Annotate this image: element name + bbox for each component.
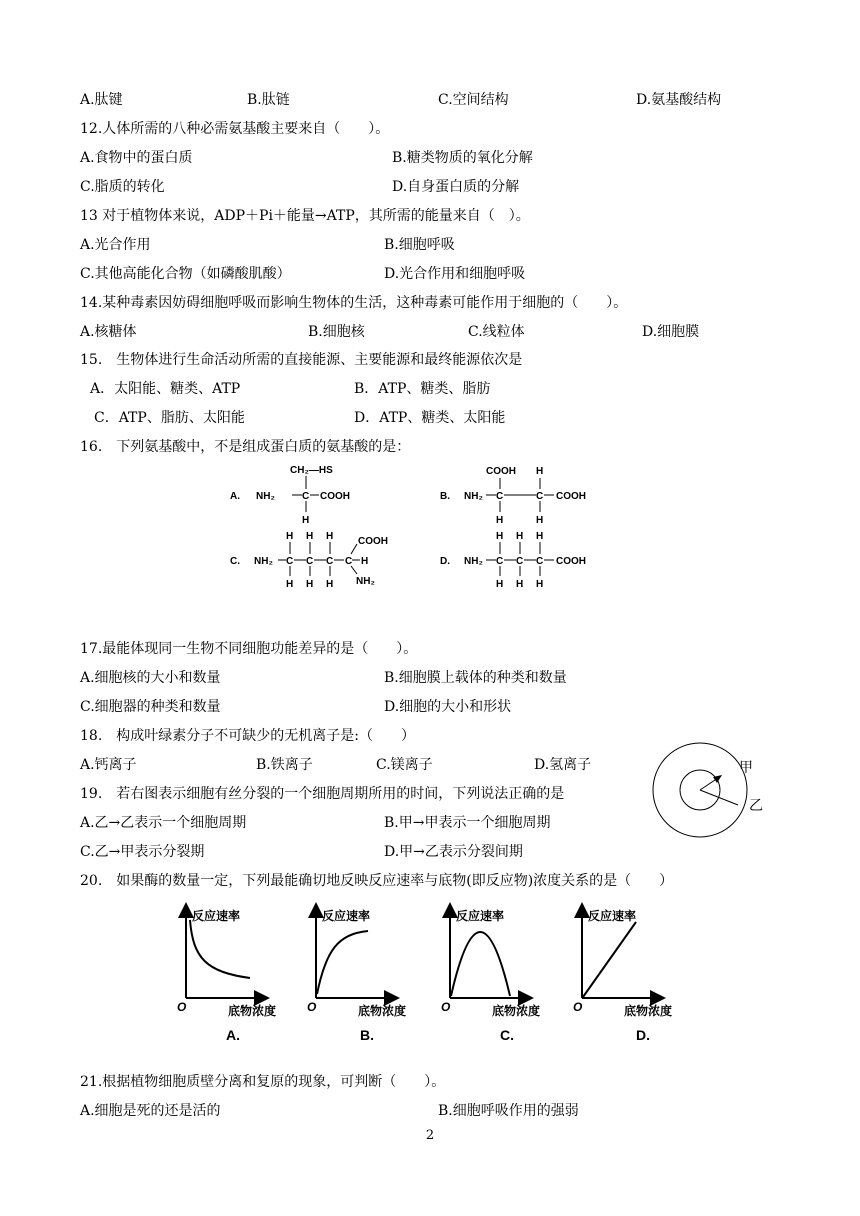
q11-option-c: C.空间结构 [438, 92, 509, 108]
graph-d-xlabel: 底物浓度 [624, 1004, 673, 1018]
q14-stem: 14.某种毒素因妨碍细胞呼吸而影响生物体的生活，这种毒素可能作用于细胞的（ ）。 [80, 295, 628, 311]
q16-d-c3: C [536, 556, 544, 567]
graph-b-label: B. [360, 1027, 374, 1043]
q18-stem: 18. 构成叶绿素分子不可缺少的无机离子是:（ ） [80, 728, 415, 744]
q16-d-h1: H [496, 531, 504, 542]
graph-d-label: D. [636, 1027, 650, 1043]
graph-a-label: A. [226, 1027, 240, 1043]
graph-a-ylabel: 反应速率 [192, 909, 241, 923]
q21-stem: 21.根据植物细胞质壁分离和复原的现象，可判断（ ）。 [80, 1074, 446, 1090]
q16-b-cooh: COOH [556, 491, 586, 502]
q17-stem: 17.最能体现同一生物不同细胞功能差异的是（ ）。 [80, 641, 418, 657]
q21-option-a: A.细胞是死的还是活的 [80, 1103, 221, 1119]
graph-d-ylabel: 反应速率 [588, 909, 637, 923]
q17-option-c: C.细胞器的种类和数量 [80, 699, 221, 715]
q16-b-h1: H [496, 515, 504, 526]
q16-b-c2: C [536, 491, 544, 502]
q12-stem: 12.人体所需的八种必需氨基酸主要来自（ ）。 [80, 121, 390, 137]
q13-stem: 13 对于植物体来说，ADP＋Pi＋能量→ATP，其所需的能量来自（ ）。 [80, 208, 530, 224]
q16-b-nh2: NH₂ [464, 491, 483, 502]
q16-d-c1: C [496, 556, 504, 567]
label-yi: 乙 [749, 797, 763, 813]
q11-option-a: A.肽键 [80, 92, 123, 108]
q16-b-h-top: H [536, 466, 544, 477]
q16-c-c1: C [286, 556, 294, 567]
q20-stem: 20. 如果酶的数量一定，下列最能确切地反映反应速率与底物(即反应物)浓度关系的是（ ） [80, 873, 674, 889]
q16-a-ch2hs: CH₂—HS [290, 465, 333, 476]
q16-c-nh2-right: NH₂ [356, 576, 375, 587]
q15-option-a: A．太阳能、糖类、ATP [90, 381, 241, 397]
q13-option-d: D.光合作用和细胞呼吸 [384, 266, 526, 282]
q16-c-h4: H [286, 579, 294, 590]
q16-c-nh2: NH₂ [254, 556, 273, 567]
q21-option-b: B.细胞呼吸作用的强弱 [438, 1103, 579, 1119]
q19-option-b: B.甲→甲表示一个细胞周期 [384, 815, 551, 831]
q16-c-c4: C [345, 556, 353, 567]
q11-option-d: D.氨基酸结构 [636, 92, 722, 108]
q17-option-d: D.细胞的大小和形状 [384, 699, 512, 715]
q15-option-c: C．ATP、脂肪、太阳能 [94, 410, 245, 426]
page-number: 2 [425, 1128, 435, 1143]
graph-b-ylabel: 反应速率 [322, 909, 371, 923]
q16-d-nh2: NH₂ [464, 556, 483, 567]
q12-option-b: B.糖类物质的氧化分解 [392, 150, 533, 166]
q16-d-h5: H [516, 579, 524, 590]
q16-a-cooh: COOH [320, 491, 350, 502]
graph-c-xlabel: 底物浓度 [492, 1004, 541, 1018]
q18-option-b: B.铁离子 [256, 757, 313, 773]
q16-b-cooh-top: COOH [486, 466, 516, 477]
q19-option-c: C.乙→甲表示分裂期 [80, 844, 205, 860]
q18-option-a: A.钙离子 [80, 757, 137, 773]
q16-a-c: C [302, 491, 310, 502]
q16-b-h2: H [536, 515, 544, 526]
q17-option-a: A.细胞核的大小和数量 [80, 670, 221, 686]
graph-a-origin: O [177, 1000, 187, 1014]
q14-option-b: B.细胞核 [308, 324, 365, 340]
q16-label-b: B. [440, 491, 450, 502]
q20-graphs [170, 898, 700, 1058]
q14-option-d: D.细胞膜 [642, 324, 700, 340]
q16-b-c1: C [496, 491, 504, 502]
label-jia: 甲 [739, 759, 753, 775]
q16-a-nh2: NH₂ [256, 491, 275, 502]
graph-a-xlabel: 底物浓度 [228, 1004, 277, 1018]
q15-stem: 15. 生物体进行生命活动所需的直接能源、主要能源和最终能源依次是 [80, 352, 523, 368]
q16-d-h3: H [536, 531, 544, 542]
graph-c-ylabel: 反应速率 [456, 909, 505, 923]
q16-c-h-right: H [361, 556, 369, 567]
q17-option-b: B.细胞膜上载体的种类和数量 [384, 670, 567, 686]
q16-c-h2: H [306, 531, 314, 542]
q16-c-h5: H [306, 579, 314, 590]
q12-option-d: D.自身蛋白质的分解 [392, 179, 520, 195]
q16-label-d: D. [440, 556, 450, 567]
graph-b-xlabel: 底物浓度 [358, 1004, 407, 1018]
q19-option-d: D.甲→乙表示分裂间期 [384, 844, 523, 860]
q15-option-b: B．ATP、糖类、脂肪 [354, 381, 491, 397]
q13-option-a: A.光合作用 [80, 237, 151, 253]
q16-a-h: H [302, 515, 310, 526]
q14-option-a: A.核糖体 [80, 324, 137, 340]
q16-d-c2: C [516, 556, 524, 567]
q14-option-c: C.线粒体 [468, 324, 525, 340]
q16-label-a: A. [230, 491, 240, 502]
q16-c-c3: C [326, 556, 334, 567]
q16-structures [220, 458, 620, 598]
graph-c-label: C. [500, 1027, 514, 1043]
q19-stem: 19. 若右图表示细胞有丝分裂的一个细胞周期所用的时间，下列说法正确的是 [80, 786, 565, 802]
cell-cycle-figure [650, 738, 770, 848]
q16-c-h1: H [286, 531, 294, 542]
q13-option-b: B.细胞呼吸 [384, 237, 455, 253]
q12-option-a: A.食物中的蛋白质 [80, 150, 193, 166]
q15-option-d: D．ATP、糖类、太阳能 [354, 410, 506, 426]
q16-c-h3: H [326, 531, 334, 542]
q16-d-h4: H [496, 579, 504, 590]
graph-b-origin: O [307, 1000, 317, 1014]
graph-d-origin: O [573, 1000, 583, 1014]
q12-option-c: C.脂质的转化 [80, 179, 165, 195]
q16-c-cooh: COOH [358, 536, 388, 547]
graph-c-origin: O [441, 1000, 451, 1014]
q16-d-h2: H [516, 531, 524, 542]
q16-stem: 16. 下列氨基酸中，不是组成蛋白质的氨基酸的是： [80, 439, 411, 455]
q18-option-d: D.氢离子 [534, 757, 592, 773]
q13-option-c: C.其他高能化合物（如磷酸肌酸） [80, 266, 291, 282]
q16-c-h6: H [326, 579, 334, 590]
q18-option-c: C.镁离子 [376, 757, 433, 773]
q16-d-h6: H [536, 579, 544, 590]
q16-d-cooh: COOH [556, 556, 586, 567]
q16-c-c2: C [306, 556, 314, 567]
q16-label-c: C. [230, 556, 240, 567]
q19-option-a: A.乙→乙表示一个细胞周期 [80, 815, 247, 831]
q11-option-b: B.肽链 [247, 92, 290, 108]
